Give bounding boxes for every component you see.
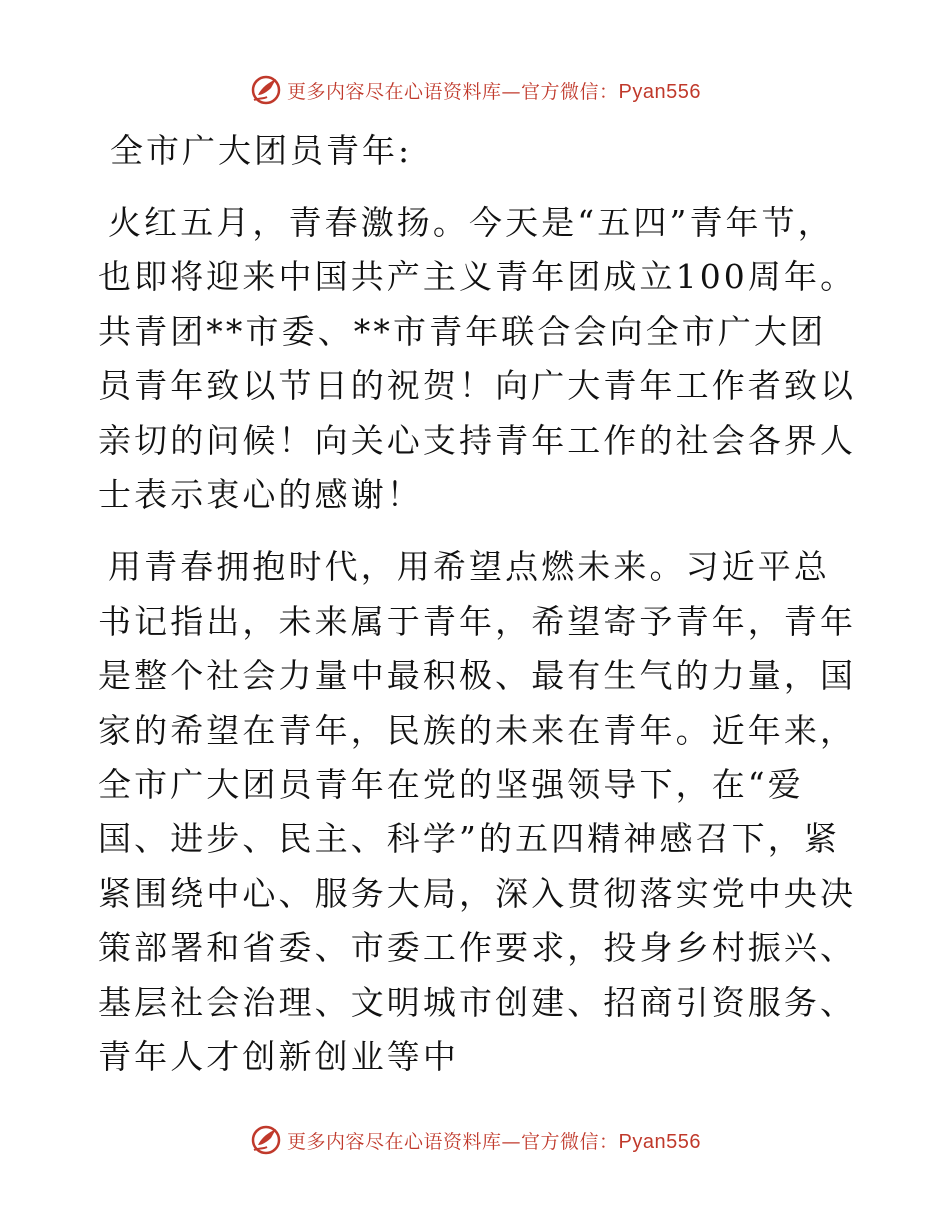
letter-body [98, 124, 858, 1103]
letter-greeting: 全市广大团员青年: [110, 131, 413, 170]
header-watermark [0, 70, 950, 110]
letter-paragraph-1: 火红五月，青春激扬。今天是“五四”青年节，也即将迎来中国共产主义青年团成立100周年。共青团**市委、**市青年联合会向全市广大团员青年致以节日的祝贺！向广大青年工作者致以亲切的问候！向关心支持青年工作的社会各界人士表示衷心的感谢！ [98, 203, 857, 515]
footer-watermark-text: 更多内容尽在心语资料库—官方微信：Pyan556 [287, 1130, 701, 1153]
letter-paragraph-2: 用青春拥抱时代，用希望点燃未来。习近平总书记指出，未来属于青年，希望寄予青年，青年是整个社会力量中最积极、最有生气的力量，国家的希望在青年，民族的未来在青年。近年来，全市广大团员青年在党的坚强领导下，在“爱国、进步、民主、科学”的五四精神感召下，紧紧围绕中心、服务大局，深入贯彻落实党中央决策部署和省委、市委工作要求，投身乡村振兴、基层社会治理、文明城市创建、招商引资服务、青年人才创新创业等中 [98, 547, 857, 1077]
pen-logo-icon [249, 73, 283, 107]
footer-watermark [0, 1120, 950, 1160]
header-watermark-text: 更多内容尽在心语资料库—官方微信：Pyan556 [287, 80, 701, 103]
pen-logo-icon [249, 1123, 283, 1157]
